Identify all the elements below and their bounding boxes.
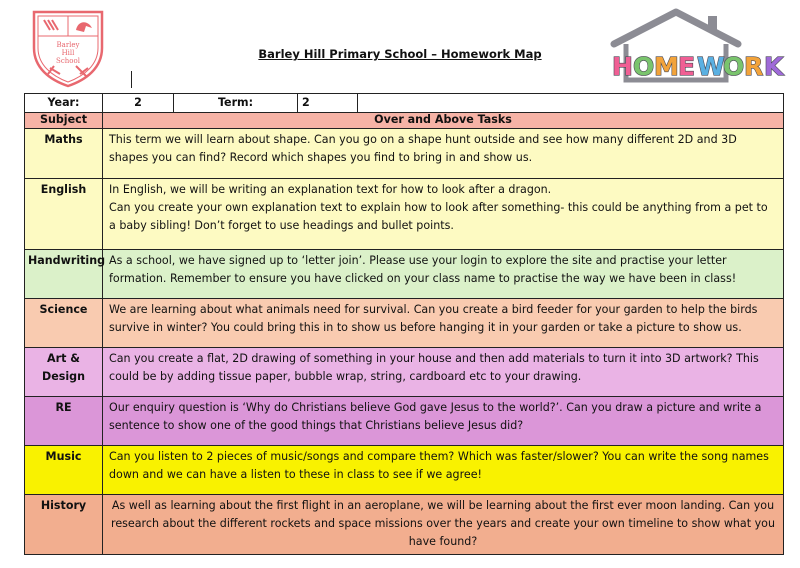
task-text: Our enquiry question is ‘Why do Christians believe God gave Jesus to the world?’. Can you draw a picture and write a sentence to show one of the good things that Christians believe Jesus did? — [109, 401, 762, 432]
subject-cell: Art & Design — [25, 348, 103, 397]
task-text: Can you create your own explanation text to explain how to look after something- this could be anything from a pet to a baby sibling! Don’t forget to use headings and bullet points. — [109, 201, 768, 232]
logo-letter-o: O — [633, 52, 655, 81]
logo-letter-h: H — [612, 52, 633, 81]
subject-row-art-design — [25, 348, 784, 397]
task-cell — [103, 495, 784, 555]
task-cell — [103, 250, 784, 299]
subject-cell: Music — [25, 446, 103, 495]
subject-cell: English — [25, 179, 103, 250]
task-cell — [103, 179, 784, 250]
task-text: As a school, we have signed up to ‘letter join’. Please use your login to explore the site and practise your letter formation. Remember to ensure you have clicked on your class name to practise the way we have been in class! — [109, 254, 737, 285]
crest-line-2: Hill — [61, 49, 75, 57]
homework-logo — [604, 6, 790, 88]
subject-row-history — [25, 495, 784, 555]
subject-row-handwriting — [25, 250, 784, 299]
term-label: Term: — [174, 94, 298, 113]
logo-letter-k: K — [764, 52, 784, 81]
term-value: 2 — [298, 94, 358, 113]
subject-row-english — [25, 179, 784, 250]
task-text: Can you create a flat, 2D drawing of something in your house and then add materials to turn it into 3D artwork? This could be by adding tissue paper, bubble wrap, string, cardboard etc to your drawing. — [109, 352, 759, 383]
logo-letter-o2: O — [723, 52, 745, 81]
task-text: In English, we will be writing an explanation text for how to look after a dragon. — [109, 183, 552, 196]
subject-cell: History — [25, 495, 103, 555]
logo-letter-r: R — [744, 52, 764, 81]
subject-row-re — [25, 397, 784, 446]
task-text: We are learning about what animals need for survival. Can you create a bird feeder for your garden to help the birds survive in winter? You could bring this in to show us before hanging it in your garden or take a picture to show us. — [109, 303, 758, 334]
crest-line-1: Barley — [56, 41, 80, 49]
subject-cell: Handwriting — [25, 250, 103, 299]
task-cell — [103, 446, 784, 495]
info-row — [25, 94, 784, 113]
task-cell — [103, 397, 784, 446]
task-cell — [103, 299, 784, 348]
logo-letter-w: W — [697, 52, 725, 81]
subject-row-music — [25, 446, 784, 495]
subject-cell: Maths — [25, 129, 103, 179]
info-blank — [358, 94, 784, 113]
text-cursor — [131, 71, 132, 88]
subject-cell: Science — [25, 299, 103, 348]
year-value: 2 — [103, 94, 174, 113]
column-header-row — [25, 113, 784, 129]
homework-table — [24, 93, 784, 555]
page-title: Barley Hill Primary School – Homework Map — [258, 47, 542, 61]
task-text: Can you listen to 2 pieces of music/songs and compare them? Which was faster/slower? You can write the song names down and we can have a listen to these in class to see if we agree! — [109, 450, 769, 481]
logo-letter-m: M — [654, 52, 679, 81]
crest-line-3: School — [56, 57, 80, 65]
subject-cell: RE — [25, 397, 103, 446]
subject-header: Subject — [25, 113, 103, 129]
task-cell — [103, 129, 784, 179]
task-text: As well as learning about the first flight in an aeroplane, we will be learning about the first ever moon landing. Can you research about the different rockets and space missions over the years and create your own timeline to show what you have found? — [111, 499, 775, 548]
tasks-header: Over and Above Tasks — [103, 113, 784, 129]
subject-row-maths — [25, 129, 784, 179]
task-text: This term we will learn about shape. Can you go on a shape hunt outside and see how many different 2D and 3D shapes you can find? Record which shapes you find to bring in and show us. — [109, 133, 737, 164]
logo-letter-e: E — [678, 52, 696, 81]
subject-row-science — [25, 299, 784, 348]
task-cell — [103, 348, 784, 397]
year-label: Year: — [25, 94, 103, 113]
